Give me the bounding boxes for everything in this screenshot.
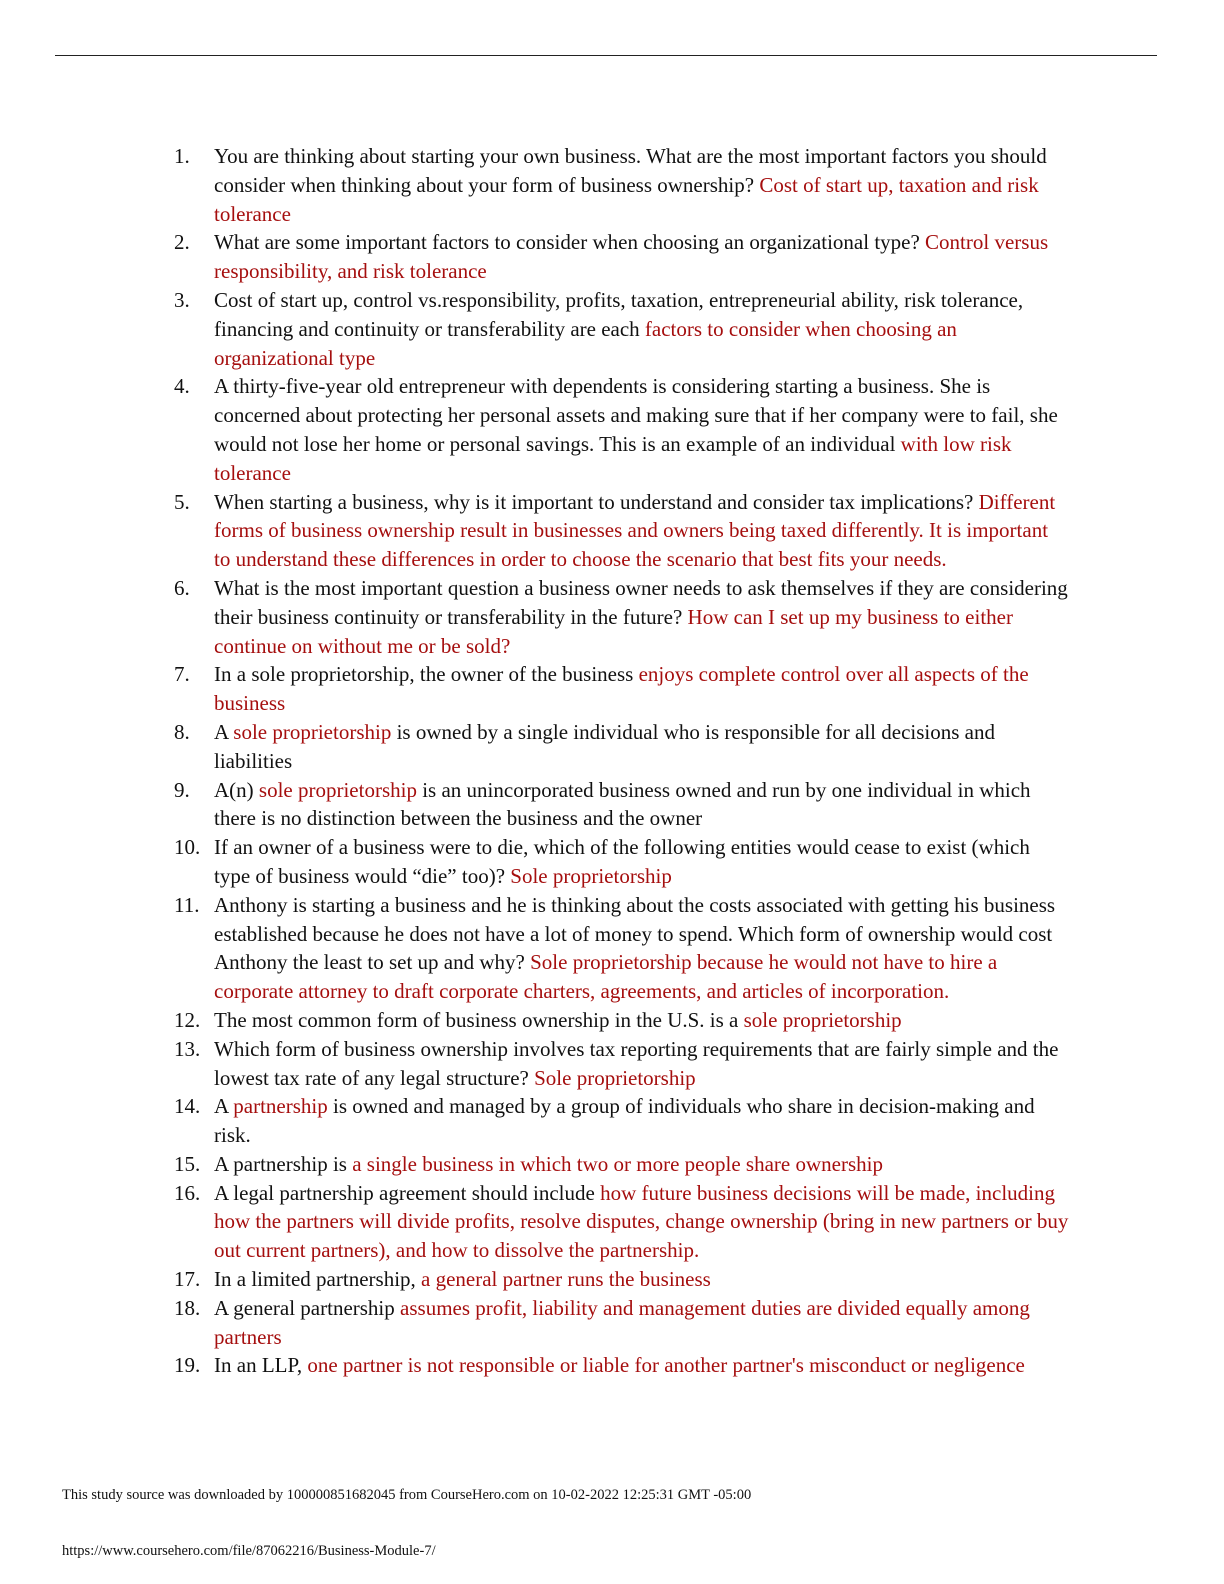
answer-text: sole proprietorship xyxy=(743,1007,902,1032)
question-number: 8. xyxy=(174,719,190,744)
question-number: 15. xyxy=(174,1151,201,1176)
question-text: What is the most important question a business owner needs to ask themselves if they are considering their business continuity or transferability in the future? xyxy=(214,575,1068,629)
answer-text: Control versus responsibility, and risk tolerance xyxy=(214,230,1049,284)
answer-text: sole proprietorship xyxy=(258,777,417,802)
answer-text: how future business decisions will be made, including how the partners will divide profits, resolve disputes, change ownership (bring in new partners or buy out current partners), and how to dissolve the partnership. xyxy=(214,1180,1069,1263)
top-rule xyxy=(55,55,1157,56)
question-text-continued: is owned by a single individual who is responsible for all decisions and liabilities xyxy=(214,719,995,773)
answer-text: enjoys complete control over all aspects of the business xyxy=(214,662,1029,716)
question-item xyxy=(174,372,1069,487)
question-number: 2. xyxy=(174,230,190,255)
question-text-continued: is an unincorporated business owned and run by one individual in which there is no distinction between the business and the owner xyxy=(214,777,1031,831)
answer-text: partnership xyxy=(233,1094,328,1119)
question-text: A xyxy=(214,1094,229,1119)
question-text: A thirty-five-year old entrepreneur with dependents is considering starting a business. She is concerned about protecting her personal assets and making sure that if her company were to fail, she would not lose her home or personal savings. This is an example of an individual xyxy=(214,374,1058,456)
answer-text: Sole proprietorship because he would not have to hire a corporate attorney to draft corporate charters, agreements, and articles of incorporation. xyxy=(214,950,998,1004)
question-text: A partnership is xyxy=(214,1151,347,1176)
question-number: 7. xyxy=(174,662,190,687)
question-item xyxy=(174,660,1069,718)
question-item xyxy=(174,1179,1069,1265)
question-item xyxy=(174,488,1069,574)
question-text-continued: is owned and managed by a group of individuals who share in decision-making and risk. xyxy=(214,1094,1035,1148)
question-text: Which form of business ownership involves tax reporting requirements that are fairly simple and the lowest tax rate of any legal structure? xyxy=(214,1036,1059,1090)
question-list xyxy=(174,142,1069,1380)
question-number: 16. xyxy=(174,1180,201,1205)
question-item xyxy=(174,1265,1069,1294)
question-number: 6. xyxy=(174,575,190,600)
question-item xyxy=(174,142,1069,228)
question-number: 11. xyxy=(174,892,200,917)
question-text: You are thinking about starting your own business. What are the most important factors you should consider when thinking about your form of business ownership? xyxy=(214,144,1047,197)
question-text: In a limited partnership, xyxy=(214,1267,416,1292)
answer-text: assumes profit, liability and management duties are divided equally among partners xyxy=(214,1295,1030,1349)
question-text: In an LLP, xyxy=(214,1353,303,1378)
question-number: 14. xyxy=(174,1094,201,1119)
question-item xyxy=(174,1092,1069,1150)
question-item xyxy=(174,1294,1069,1352)
question-number: 17. xyxy=(174,1267,201,1292)
question-item xyxy=(174,1006,1069,1035)
question-item xyxy=(174,574,1069,660)
answer-text: factors to consider when choosing an organizational type xyxy=(214,316,957,370)
question-number: 18. xyxy=(174,1295,201,1320)
question-text: A xyxy=(214,719,229,744)
question-number: 9. xyxy=(174,777,190,802)
question-text: A general partnership xyxy=(214,1295,395,1320)
question-item xyxy=(174,1351,1069,1380)
answer-text: sole proprietorship xyxy=(233,719,392,744)
question-text: A(n) xyxy=(214,777,254,802)
question-number: 10. xyxy=(174,835,201,860)
question-text: Cost of start up, control vs.responsibility, profits, taxation, entrepreneurial ability, risk tolerance, financing and continuity or transferability are each xyxy=(214,287,1024,341)
answer-text: Cost of start up, taxation and risk tolerance xyxy=(214,172,1039,226)
question-item xyxy=(174,718,1069,776)
footer-source-notice: This study source was downloaded by 100000851682045 from CourseHero.com on 10-02-2022 12:25:31 GMT -05:00 xyxy=(62,1487,752,1503)
answer-text: How can I set up my business to either continue on without me or be sold? xyxy=(214,604,1013,658)
question-text: Anthony is starting a business and he is thinking about the costs associated with getting his business established because he does not have a lot of money to spend. Which form of ownership would cost Anthony the least to set up and why? xyxy=(214,892,1056,975)
question-item xyxy=(174,228,1069,286)
question-item xyxy=(174,286,1069,372)
question-item xyxy=(174,891,1069,1006)
question-number: 13. xyxy=(174,1036,201,1061)
question-item xyxy=(174,776,1069,834)
question-number: 19. xyxy=(174,1353,201,1378)
question-item xyxy=(174,1035,1069,1093)
question-number: 12. xyxy=(174,1007,201,1032)
answer-text: a single business in which two or more people share ownership xyxy=(352,1151,883,1176)
question-number: 5. xyxy=(174,489,190,514)
question-number: 1. xyxy=(174,144,190,168)
answer-text: one partner is not responsible or liable for another partner's misconduct or negligence xyxy=(307,1353,1025,1378)
question-number: 3. xyxy=(174,287,190,312)
answer-text: Different forms of business ownership result in businesses and owners being taxed differently. It is important to understand these differences in order to choose the scenario that best fits your needs. xyxy=(214,489,1056,572)
question-item xyxy=(174,1150,1069,1179)
answer-text: a general partner runs the business xyxy=(421,1267,711,1292)
footer-url: https://www.coursehero.com/file/87062216/Business-Module-7/ xyxy=(62,1543,436,1559)
question-text: The most common form of business ownership in the U.S. is a xyxy=(214,1007,739,1032)
question-text: When starting a business, why is it important to understand and consider tax implications? xyxy=(214,489,974,514)
answer-text: with low risk tolerance xyxy=(214,431,1012,485)
question-text: In a sole proprietorship, the owner of the business xyxy=(214,662,634,687)
answer-text: Sole proprietorship xyxy=(510,863,672,888)
question-text: If an owner of a business were to die, which of the following entities would cease to exist (which type of business would “die” too)? xyxy=(214,835,1030,888)
answer-text: Sole proprietorship xyxy=(534,1065,696,1090)
question-number: 4. xyxy=(174,374,190,399)
question-text: What are some important factors to consider when choosing an organizational type? xyxy=(214,230,920,255)
question-item xyxy=(174,833,1069,891)
question-text: A legal partnership agreement should include xyxy=(214,1180,595,1205)
